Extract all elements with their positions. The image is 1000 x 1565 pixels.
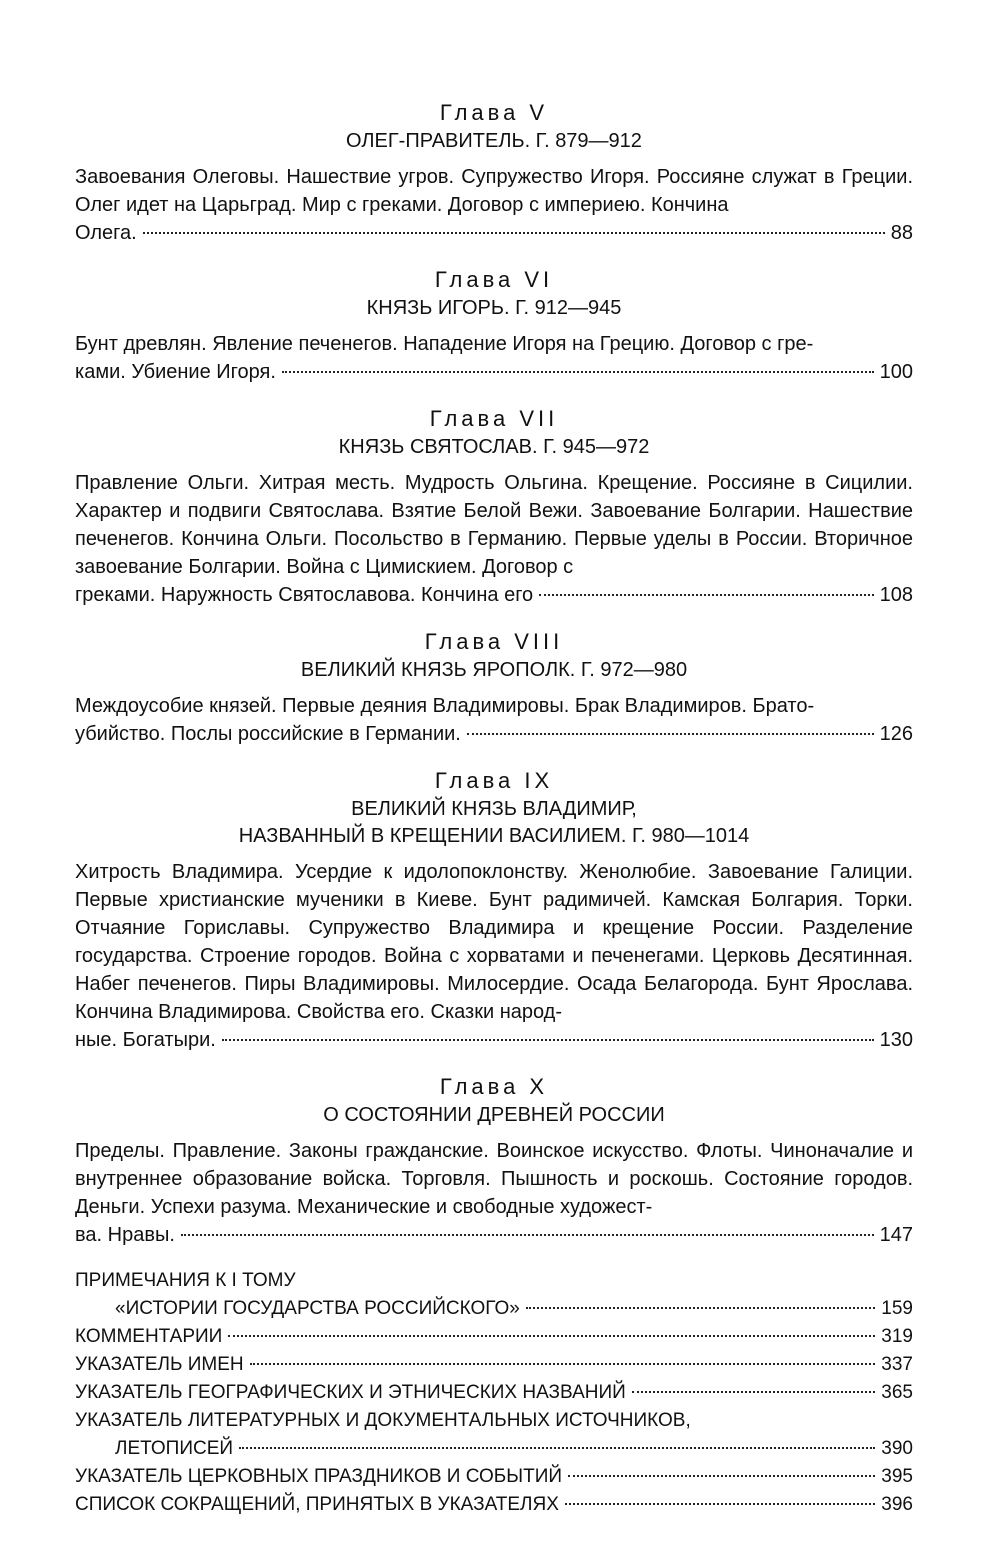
toc-entry: [75, 1026, 913, 1054]
chapter-title: КНЯЗЬ СВЯТОСЛАВ. Г. 945—972: [338, 436, 650, 458]
page-number: 88: [890, 222, 913, 244]
dot-leader: [565, 1503, 875, 1505]
lit-index-title: УКАЗАТЕЛЬ ЛИТЕРАТУРНЫХ И ДОКУМЕНТАЛЬНЫХ ИСТОЧНИКОВ,: [75, 1410, 691, 1431]
page-number: 395: [881, 1466, 913, 1487]
chapter-summary: Завоевания Олеговы. Нашествие угров. Супружество Игоря. Россияне служат в Греции. Олег идет на Царьград. Мир с греками. Договор с империею. Кончина: [75, 166, 913, 216]
chapter-number: Глава VII: [429, 406, 559, 431]
chapter-10: [75, 1072, 913, 1249]
dot-leader: [467, 733, 874, 735]
dot-leader: [632, 1391, 876, 1393]
lit-index-subtitle: ЛЕТОПИСЕЙ: [115, 1438, 234, 1459]
chapter-number: Глава X: [439, 1074, 549, 1099]
page-number: 100: [879, 361, 913, 383]
chapter-8: [75, 627, 913, 748]
chapter-7: [75, 404, 913, 609]
chapter-number: Глава VIII: [424, 629, 564, 654]
geo-index-title: УКАЗАТЕЛЬ ГЕОГРАФИЧЕСКИХ И ЭТНИЧЕСКИХ НАЗВАНИЙ: [75, 1382, 626, 1403]
chapter-title-line-2: НАЗВАННЫЙ В КРЕЩЕНИИ ВАСИЛИЕМ. Г. 980—1014: [238, 825, 750, 847]
chapter-title: КНЯЗЬ ИГОРЬ. Г. 912—945: [366, 297, 622, 319]
dot-leader: [282, 371, 874, 373]
summary-last-line: ками. Убиение Игоря.: [75, 361, 276, 383]
chapter-5: [75, 98, 913, 247]
comments-title: КОММЕНТАРИИ: [75, 1326, 223, 1347]
abbreviations-title: СПИСОК СОКРАЩЕНИЙ, ПРИНЯТЫХ В УКАЗАТЕЛЯХ: [75, 1494, 559, 1515]
chapter-title: О СОСТОЯНИИ ДРЕВНЕЙ РОССИИ: [323, 1104, 665, 1126]
chapter-summary: Хитрость Владимира. Усердие к идолопоклонству. Женолюбие. Завоевание Галиции. Первые христианские мученики в Киеве. Бунт радимичей. Камская Болгария. Торки. Отчаяние Гориславы. Супружество Владимира и крещение России. Разделение государства. Строение городов. Война с хорватами и печенегами. Церковь Десятинная. Набег печенегов. Пиры Владимировы. Милосердие. Осада Белагорода. Бунт Ярослава. Кончина Владимирова. Свойства его. Сказки народ-: [75, 861, 913, 1023]
summary-last-line: ные. Богатыри.: [75, 1029, 216, 1051]
chapter-summary: Пределы. Правление. Законы гражданские. Воинское искусство. Флоты. Чиноначалие и внутреннее образование войска. Торговля. Пышность и роскошь. Состояние городов. Деньги. Успехи разума. Механические и свободные художест-: [75, 1140, 913, 1218]
chapter-summary: Правление Ольги. Хитрая месть. Мудрость Ольгина. Крещение. Россияне в Сицилии. Характер и подвиги Святослава. Взятие Белой Вежи. Завоевание Болгарии. Нашествие печенегов. Кончина Ольги. Посольство в Германию. Первые уделы в России. Вторичное завоевание Болгарии. Война с Цимискием. Договор с: [75, 472, 913, 578]
summary-last-line: убийство. Послы российские в Германии.: [75, 723, 461, 745]
summary-last-line: ва. Нравы.: [75, 1224, 175, 1246]
appendix-list: [75, 1267, 913, 1519]
summary-last-line: Олега.: [75, 222, 137, 244]
toc-entry-church-index: [75, 1463, 913, 1491]
chapter-9: [75, 766, 913, 1054]
page-number: 319: [881, 1326, 913, 1347]
dot-leader: [181, 1234, 874, 1236]
page-number: 365: [881, 1382, 913, 1403]
chapter-summary: Бунт древлян. Явление печенегов. Нападение Игоря на Грецию. Договор с гре-: [75, 333, 814, 355]
church-index-title: УКАЗАТЕЛЬ ЦЕРКОВНЫХ ПРАЗДНИКОВ И СОБЫТИЙ: [75, 1466, 563, 1487]
toc-entry: [75, 219, 913, 247]
toc-entry-notes: [75, 1295, 913, 1323]
page-number: 130: [879, 1029, 913, 1051]
notes-title: ПРИМЕЧАНИЯ К I ТОМУ: [75, 1270, 296, 1291]
notes-subtitle: «ИСТОРИИ ГОСУДАРСТВА РОССИЙСКОГО»: [115, 1298, 520, 1319]
chapter-number: Глава VI: [434, 267, 554, 292]
table-of-contents: [75, 98, 913, 1519]
chapter-6: [75, 265, 913, 386]
chapter-number: Глава V: [439, 100, 549, 125]
chapter-title: ВЕЛИКИЙ КНЯЗЬ ЯРОПОЛК. Г. 972—980: [300, 659, 688, 681]
chapter-number: Глава IX: [434, 768, 554, 793]
toc-entry-geo-index: [75, 1379, 913, 1407]
toc-entry-abbreviations: [75, 1491, 913, 1519]
dot-leader: [239, 1447, 875, 1449]
page-number: 108: [879, 584, 913, 606]
toc-entry: [75, 1221, 913, 1249]
chapter-title: ВЕЛИКИЙ КНЯЗЬ ВЛАДИМИР,: [351, 798, 637, 820]
dot-leader: [568, 1475, 875, 1477]
toc-entry-lit-index: [75, 1435, 913, 1463]
page-number: 337: [881, 1354, 913, 1375]
chapter-summary: Междоусобие князей. Первые деяния Владимировы. Брак Владимиров. Брато-: [75, 695, 815, 717]
dot-leader: [539, 594, 873, 596]
toc-entry: [75, 581, 913, 609]
dot-leader: [526, 1307, 875, 1309]
toc-entry-comments: [75, 1323, 913, 1351]
dot-leader: [222, 1039, 874, 1041]
dot-leader: [143, 232, 885, 234]
page-number: 147: [879, 1224, 913, 1246]
dot-leader: [228, 1335, 875, 1337]
chapter-title: ОЛЕГ-ПРАВИТЕЛЬ. Г. 879—912: [346, 130, 642, 152]
toc-entry-names-index: [75, 1351, 913, 1379]
page-number: 396: [881, 1494, 913, 1515]
page-number: 390: [881, 1438, 913, 1459]
page-number: 126: [879, 723, 913, 745]
toc-entry: [75, 358, 913, 386]
dot-leader: [250, 1363, 876, 1365]
summary-last-line: греками. Наружность Святославова. Кончина его: [75, 584, 534, 606]
toc-entry: [75, 720, 913, 748]
page-number: 159: [881, 1298, 913, 1319]
names-index-title: УКАЗАТЕЛЬ ИМЕН: [75, 1354, 244, 1375]
